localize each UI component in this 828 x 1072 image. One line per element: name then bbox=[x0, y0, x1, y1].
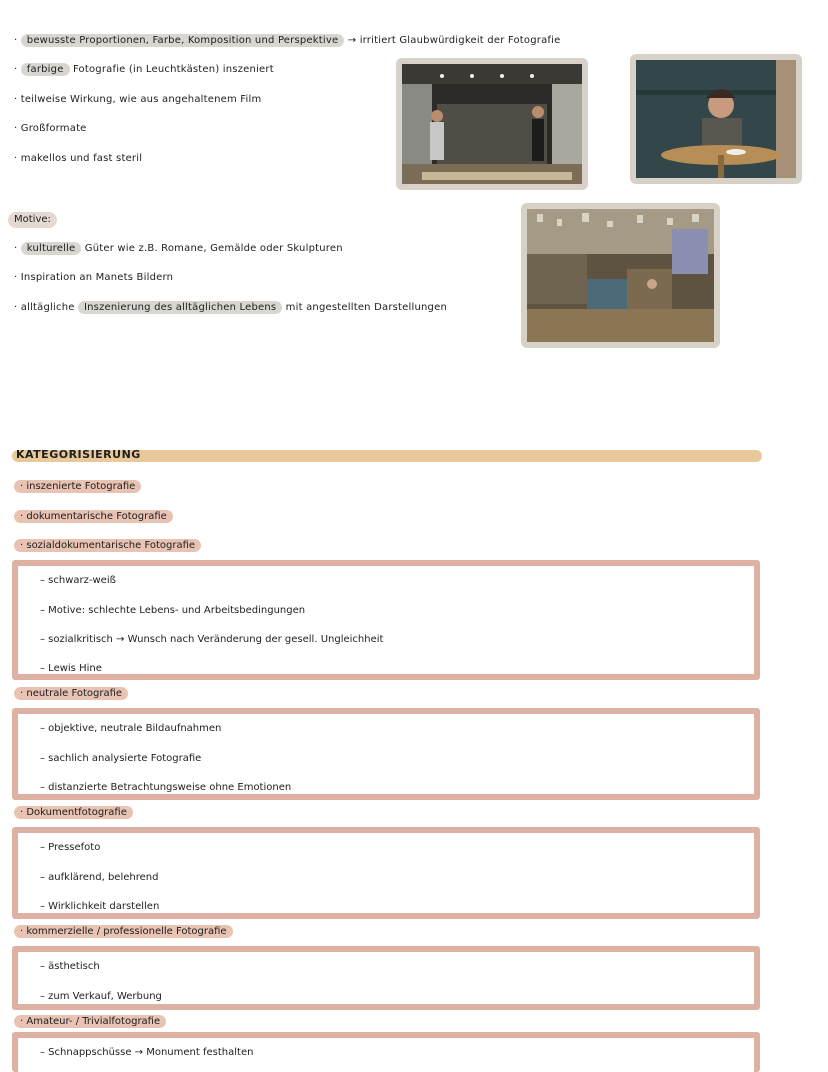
box-item: – Pressefoto bbox=[40, 842, 101, 853]
category-box bbox=[12, 708, 760, 800]
category-item: · Amateur- / Trivialfotografie bbox=[14, 1015, 166, 1029]
category-item: · kommerzielle / professionelle Fotografie bbox=[14, 925, 233, 939]
category-item: · inszenierte Fotografie bbox=[14, 480, 141, 494]
box-item: – Wirklichkeit darstellen bbox=[40, 901, 160, 912]
category-item: · dokumentarische Fotografie bbox=[14, 510, 173, 524]
category-box bbox=[12, 946, 760, 1010]
note-line: · kulturelle Güter wie z.B. Romane, Gemälde oder Skulpturen bbox=[14, 243, 343, 254]
note-line: · teilweise Wirkung, wie aus angehaltenem Film bbox=[14, 94, 262, 105]
box-item: – schwarz-weiß bbox=[40, 575, 116, 586]
category-item: · sozialdokumentarische Fotografie bbox=[14, 539, 201, 553]
box-item: – Lewis Hine bbox=[40, 663, 102, 674]
box-item: – aufklärend, belehrend bbox=[40, 872, 159, 883]
note-line: · farbige Fotografie (in Leuchtkästen) inszeniert bbox=[14, 64, 274, 75]
note-line: · makellos und fast steril bbox=[14, 153, 143, 164]
box-item: – distanzierte Betrachtungsweise ohne Emotionen bbox=[40, 782, 292, 793]
box-item: – objektive, neutrale Bildaufnahmen bbox=[40, 723, 222, 734]
box-item: – Motive: schlechte Lebens- und Arbeitsbedingungen bbox=[40, 605, 306, 616]
note-line: · bewusste Proportionen, Farbe, Komposition und Perspektive → irritiert Glaubwürdigkeit der Fotografie bbox=[14, 35, 561, 46]
motive-label: Motive: bbox=[8, 212, 57, 228]
photo-smoking-man bbox=[630, 54, 802, 184]
note-line: · alltägliche Inszenierung des alltäglichen Lebens mit angestellten Darstellungen bbox=[14, 302, 447, 313]
box-item: – Schnappschüsse → Monument festhalten bbox=[40, 1047, 254, 1058]
category-box bbox=[12, 827, 760, 919]
note-line: · Inspiration an Manets Bildern bbox=[14, 272, 174, 283]
box-item: – ästhetisch bbox=[40, 961, 100, 972]
box-item: – sachlich analysierte Fotografie bbox=[40, 753, 202, 764]
box-item: – zum Verkauf, Werbung bbox=[40, 991, 162, 1002]
category-box bbox=[12, 560, 760, 680]
category-box bbox=[12, 1032, 760, 1072]
note-line: · Großformate bbox=[14, 123, 87, 134]
category-item: · neutrale Fotografie bbox=[14, 687, 128, 701]
photo-gallery-scene bbox=[396, 58, 588, 190]
photo-cluttered-room bbox=[521, 203, 720, 348]
section-heading: KATEGORISIERUNG bbox=[16, 448, 141, 461]
category-item: · Dokumentfotografie bbox=[14, 806, 133, 820]
box-item: – sozialkritisch → Wunsch nach Veränderung der gesell. Ungleichheit bbox=[40, 634, 384, 645]
